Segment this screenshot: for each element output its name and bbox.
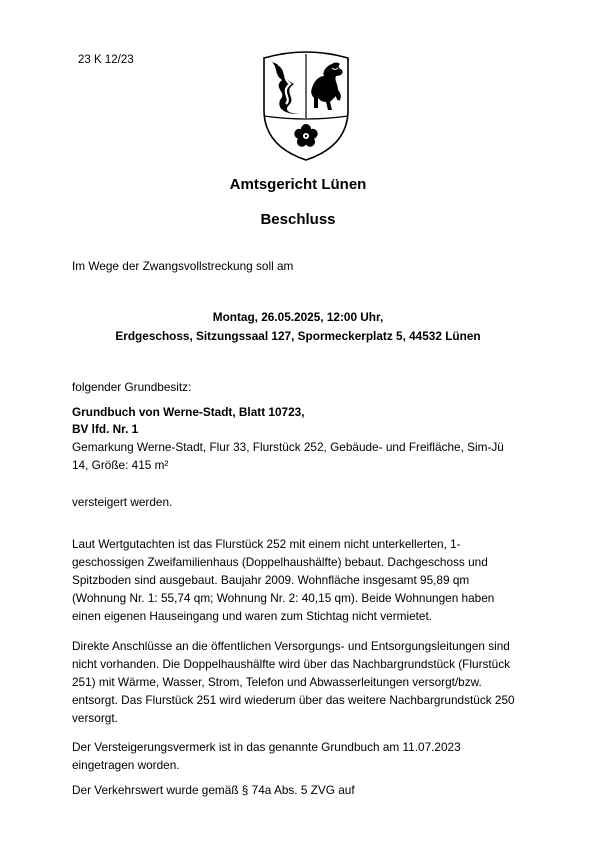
document-type: Beschluss <box>260 211 336 228</box>
inventory-number: BV lfd. Nr. 1 <box>72 422 139 436</box>
coat-of-arms-icon <box>258 48 354 164</box>
paragraph-line: Spitzboden sind ausgebaut. Baujahr 2009. Wohnfläche insgesamt 95,89 qm <box>72 573 470 587</box>
paragraph-line: entsorgt. Das Flurstück 251 wird wiederum über das weitere Nachbargrundstück 250 <box>72 693 515 707</box>
land-register-line: Grundbuch von Werne-Stadt, Blatt 10723, <box>72 405 305 419</box>
intro-text: Im Wege der Zwangsvollstreckung soll am <box>72 259 294 273</box>
auction-statement: versteigert werden. <box>72 495 173 509</box>
paragraph-line: Der Versteigerungsvermerk ist in das genannte Grundbuch am 11.07.2023 <box>72 740 461 754</box>
auction-date: Montag, 26.05.2025, 12:00 Uhr, <box>212 310 384 324</box>
paragraph-line: einen eigenen Hauseingang und waren zum Stichtag nicht vermietet. <box>72 609 433 623</box>
court-name: Amtsgericht Lünen <box>229 176 367 193</box>
paragraph-line: Direkte Anschlüsse an die öffentlichen Versorgungs- und Entsorgungsleitungen sind <box>72 639 510 653</box>
file-number: 23 K 12/23 <box>78 54 134 66</box>
paragraph-line: eingetragen worden. <box>72 758 180 772</box>
paragraph-line: (Wohnung Nr. 1: 55,74 qm; Wohnung Nr. 2: 40,15 qm). Beide Wohnungen haben <box>72 591 495 605</box>
property-intro: folgender Grundbesitz: <box>72 380 192 394</box>
paragraph-line: Laut Wertgutachten ist das Flurstück 252 mit einem nicht unterkellerten, 1- <box>72 537 461 551</box>
paragraph-line: Der Verkehrswert wurde gemäß § 74a Abs. 5 ZVG auf <box>72 783 355 797</box>
auction-location: Erdgeschoss, Sitzungssaal 127, Spormeckerplatz 5, 44532 Lünen <box>115 329 481 343</box>
parcel-line: 14, Größe: 415 m² <box>72 458 169 472</box>
paragraph-line: versorgt. <box>72 711 118 725</box>
parcel-line: Gemarkung Werne-Stadt, Flur 33, Flurstück 252, Gebäude- und Freifläche, Sim-Jü <box>72 440 504 454</box>
paragraph-line: nicht vorhanden. Die Doppelhaushälfte wird über das Nachbargrundstück (Flurstück <box>72 657 511 671</box>
paragraph-line: 251) mit Wärme, Wasser, Strom, Telefon und Abwasserleitungen versorgt/bzw. <box>72 675 482 689</box>
paragraph-line: geschossigen Zweifamilienhaus (Doppelhaushälfte) bebaut. Dachgeschoss und <box>72 555 488 569</box>
